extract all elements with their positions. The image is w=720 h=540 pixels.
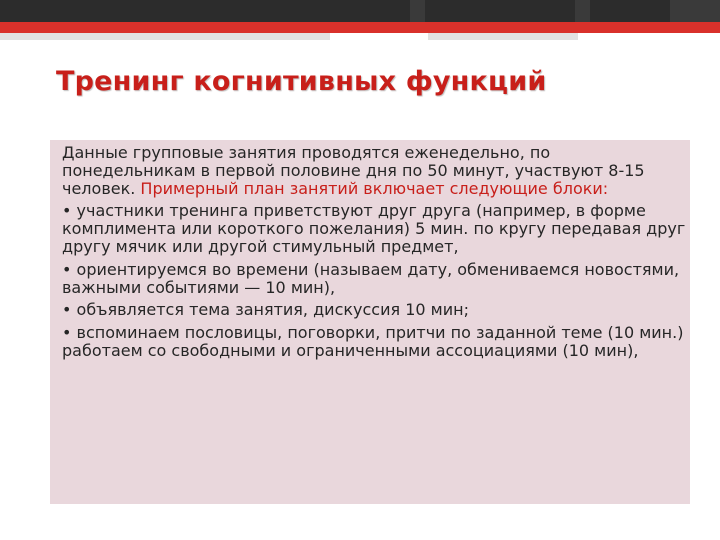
top-decorative-strip	[0, 33, 330, 40]
slide-body	[62, 144, 686, 365]
top-bar-segment	[0, 0, 410, 22]
top-bar-segment	[425, 0, 575, 22]
top-bar-segment	[590, 0, 670, 22]
bullet-item: • ориентируемся во времени (называем дату, обмениваемся новостями, важными событиями — 10 мин),	[62, 259, 680, 297]
slide-title: Тренинг когнитивных функций	[56, 66, 547, 97]
top-decorative-strip	[428, 33, 578, 40]
top-decorative-bar-dark	[0, 0, 720, 22]
intro-highlight-text: Примерный план занятий включает следующие блоки:	[140, 178, 609, 198]
bullet-item: • вспоминаем пословицы, поговорки, притчи по заданной теме (10 мин.) работаем со свободными и ограниченными ассоциациями (10 мин),	[62, 323, 684, 360]
bullet-item: • участники тренинга приветствуют друг друга (например, в форме комплимента или короткого пожелания) 5 мин. по кругу передавая друг другу мячик или другой стимульный предмет,	[62, 201, 686, 256]
top-decorative-bar-red	[0, 22, 720, 33]
bullet-item: • объявляется тема занятия, дискуссия 10 мин;	[62, 300, 469, 320]
intro-text: Данные групповые занятия проводятся еженедельно, по понедельникам в первой половине дня по 50 минут, участвуют 8-15 человек.	[62, 143, 645, 198]
intro-paragraph	[62, 144, 686, 197]
